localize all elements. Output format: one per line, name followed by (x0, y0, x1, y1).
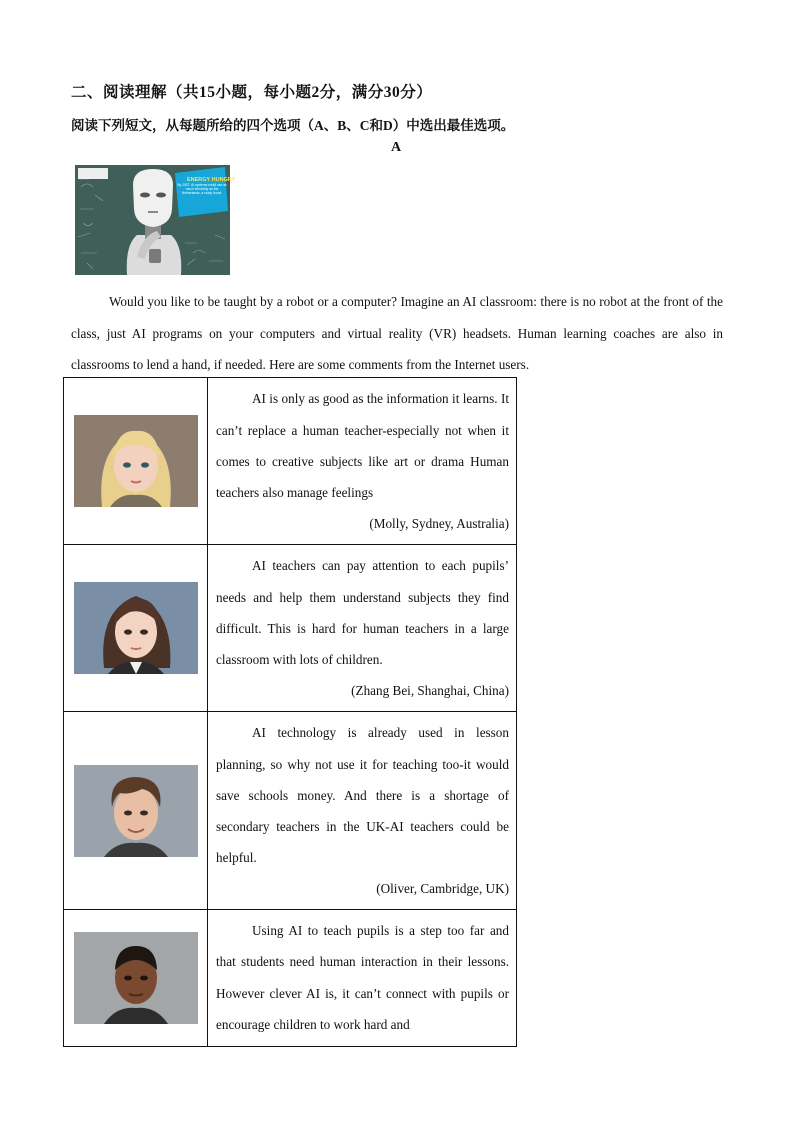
avatar-brunette-girl (74, 582, 198, 674)
avatar-cell (64, 910, 208, 1047)
comment-author: (Zhang Bei, Shanghai, China) (351, 682, 509, 698)
comment-author: (Oliver, Cambridge, UK) (376, 880, 509, 896)
intro-paragraph: Would you like to be taught by a robot or a computer? Imagine an AI classroom: there is no robot at the front of the class, just AI programs on your computers and virtual reality (VR) headsets. Human learning coaches are also in classrooms to lend a hand, if needed. Here are some comments from the Internet users. (71, 294, 723, 372)
comments-table (63, 377, 517, 1047)
hero-bubble-text: By 2027, AI systems could use as much electricity as the Netherlands, a study found. (177, 183, 227, 195)
comment-text: AI technology is already used in lesson planning, so why not use it for teaching too-it would save schools money. And there is a shortage of secondary teachers in the UK-AI teachers could be helpful. (216, 725, 509, 866)
comment-text: Using AI to teach pupils is a step too far and that students need human interaction in their lessons. However clever AI is, it can’t connect with pupils or encourage children to work hard and (216, 923, 509, 1032)
section-instruction: 阅读下列短文，从每题所给的四个选项（A、B、C和D）中选出最佳选项。 (71, 118, 515, 133)
avatar-blonde-girl (74, 415, 198, 507)
comment-author: (Molly, Sydney, Australia) (369, 515, 509, 531)
table-row (64, 378, 517, 545)
avatar-cell (64, 378, 208, 545)
comment-text: AI teachers can pay attention to each pupils’ needs and help them understand subjects they find difficult. This is hard for human teachers in a large classroom with lots of children. (216, 558, 509, 668)
robot-illustration (75, 165, 236, 275)
table-row (64, 712, 517, 910)
comment-cell (208, 712, 517, 910)
comment-cell (208, 910, 517, 1047)
passage-label: A (391, 140, 402, 155)
avatar-boy-curly-hair (74, 765, 198, 857)
section-title: 二、阅读理解（共15小题，每小题2分，满分30分） (71, 84, 433, 101)
comment-cell (208, 545, 517, 712)
avatar-cell (64, 545, 208, 712)
comment-cell (208, 378, 517, 545)
table-row (64, 545, 517, 712)
avatar-young-man (74, 932, 198, 1024)
avatar-cell (64, 712, 208, 910)
comment-text: AI is only as good as the information it learns. It can’t replace a human teacher-especially not when it comes to creative subjects like art or drama Human teachers also manage feelings (216, 391, 509, 501)
table-row (64, 910, 517, 1047)
energy-hungry-title: ENERGY HUNGRY (187, 177, 236, 183)
